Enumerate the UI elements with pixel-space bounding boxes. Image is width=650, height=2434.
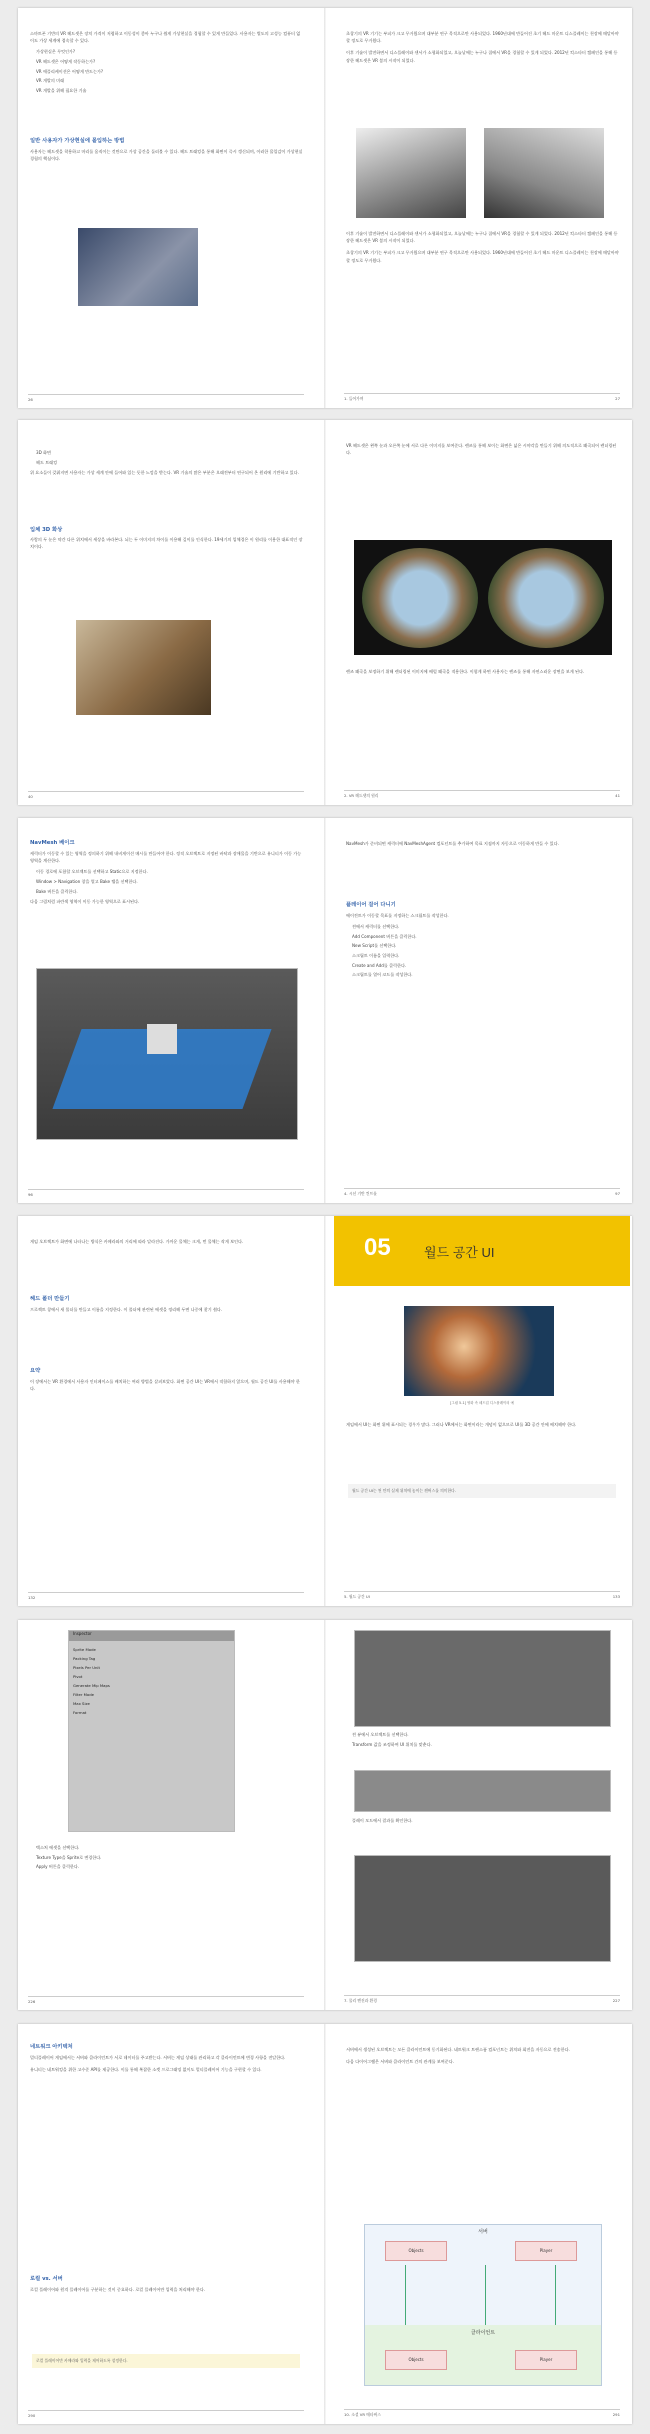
page-left [18, 818, 314, 1203]
page-left [18, 8, 314, 408]
page-footer [28, 394, 304, 402]
historic-hmd-photo [356, 128, 466, 218]
inspector-row: Pixels Per Unit [73, 1665, 100, 1670]
section-heading: 헤드 폴더 만들기 [30, 1296, 70, 1302]
page-footer [28, 1592, 304, 1600]
paragraph: 사람의 두 눈은 약간 다른 위치에서 세상을 바라본다. 뇌는 두 이미지의 차이를 이용해 깊이를 인식한다. 19세기의 입체경은 이 원리를 이용한 대표적인 장치이다. [30, 537, 303, 550]
page-footer [28, 1996, 304, 2004]
diagram-box: Player [515, 2350, 577, 2370]
page-right [334, 2024, 630, 2424]
paragraph: 서버에서 생성된 오브젝트는 모든 클라이언트에 동기화된다. 네트워크 트랜스폼 컴포넌트는 위치와 회전을 자동으로 전송한다. [346, 2047, 570, 2052]
step-item: Window > Navigation 창을 열고 Bake 탭을 선택한다. [36, 879, 138, 884]
page-spread-5 [18, 1620, 632, 2010]
panel-title: Inspector [69, 1631, 234, 1641]
bullet-item: VR 애플리케이션은 어떻게 만드는가? [36, 68, 104, 74]
page-footer [28, 1189, 304, 1197]
paragraph: 캐릭터가 이동할 수 있는 영역을 정의하기 위해 내비게이션 메시를 만들어야 한다. 정적 오브젝트로 지정된 바닥과 장애물을 기반으로 유니티가 이동 가능 영역을 계산한다. [30, 851, 302, 864]
paragraph: 로컬 플레이어와 원격 플레이어를 구분하는 것이 중요하다. 로컬 플레이어만 입력을 처리해야 한다. [30, 2287, 206, 2292]
section-heading: 로컬 vs. 서버 [30, 2276, 63, 2282]
vr-headset-photo [78, 228, 198, 306]
inspector-row: Pivot [73, 1674, 83, 1679]
page-spread-4 [18, 1216, 632, 1606]
bullet-item: VR 헤드셋은 어떻게 작동하는가? [36, 59, 96, 64]
unity-toolbar-screenshot [354, 1770, 611, 1812]
section-heading: 입체 3D 화상 [30, 527, 63, 533]
inspector-row: Format [73, 1710, 87, 1715]
unity-scene-screenshot [354, 1855, 611, 1962]
page-spread-3 [18, 818, 632, 1203]
diagram-box: Objects [385, 2350, 447, 2370]
paragraph: 이후 기술이 발전하면서 디스플레이와 센서가 소형화되었고, 오늘날에는 누구나 집에서 VR을 경험할 수 있게 되었다. 2012년 킥스타터 캠페인을 통해 등장한 헤드셋은 VR 붐의 시작이 되었다. [346, 50, 618, 63]
chapter-number: 05 [364, 1234, 391, 1261]
paragraph: 게임 오브젝트가 화면에 나타나는 방식은 카메라와의 거리에 따라 달라진다. 가까운 물체는 크게, 먼 물체는 작게 보인다. [30, 1239, 244, 1244]
step-item: Apply 버튼을 클릭한다. [36, 1864, 80, 1870]
paragraph: 유니티는 네트워킹을 위한 고수준 API를 제공한다. 이를 통해 복잡한 소켓 프로그래밍 없이도 멀티플레이어 기능을 구현할 수 있다. [30, 2067, 262, 2073]
network-diagram [364, 2224, 602, 2386]
page-spread-1 [18, 8, 632, 408]
bullet-item: 3D 화면 [36, 450, 51, 455]
paragraph: 렌즈 왜곡을 보정하기 위해 렌더링된 이미지에 배럴 왜곡을 적용한다. 이렇게 하면 사용자는 렌즈를 통해 자연스러운 장면을 보게 된다. [346, 669, 585, 674]
stereoscope-photo [76, 620, 211, 715]
page-number: 97 [615, 1191, 620, 1196]
page-number: 26 [28, 397, 33, 402]
step-item: 씬 뷰에서 오브젝트를 선택한다. [352, 1732, 409, 1737]
page-spread-6 [18, 2024, 632, 2424]
page-footer [344, 393, 620, 402]
page-number: 27 [615, 396, 620, 401]
bullet-item: 가상현실은 무엇인가? [36, 49, 76, 55]
paragraph: 이후 기술이 발전하면서 디스플레이와 센서가 소형화되었고, 오늘날에는 누구나 집에서 VR을 경험할 수 있게 되었다. 2012년 킥스타터 캠페인을 통해 등장한 헤드셋은 VR 붐의 시작이 되었다. [346, 231, 618, 244]
step-item: Transform 값을 조정하여 UI 위치를 맞춘다. [352, 1741, 432, 1747]
page-right [334, 1216, 630, 1606]
paragraph: 다음 다이어그램은 서버와 클라이언트 간의 관계를 보여준다. [346, 2059, 454, 2065]
chapter-banner [334, 1216, 630, 1286]
inspector-row: Generate Mip Maps [73, 1683, 110, 1688]
page-number: 40 [28, 794, 33, 799]
paragraph: 사용자는 헤드셋을 착용하고 머리를 움직이는 것만으로 가상 공간을 둘러볼 수 있다. 헤드 트래킹을 통해 화면이 즉시 갱신되며, 이러한 몰입감이 가상현실 경험의 핵심이다. [30, 149, 303, 162]
historic-hmd-photo [484, 128, 604, 218]
step-item: 이동 경로에 포함할 오브젝트를 선택하고 Static으로 지정한다. [36, 869, 148, 875]
page-number: 132 [28, 1595, 36, 1600]
step-item: New Script를 선택한다. [352, 943, 397, 949]
page-number: 96 [28, 1192, 33, 1197]
bullet-item: VR 개발의 미래 [36, 78, 65, 84]
page-number: 41 [615, 793, 620, 798]
running-title: 4. 시선 기반 컨트롤 [344, 1191, 377, 1196]
page-left [18, 2024, 314, 2424]
step-item: Bake 버튼을 클릭한다. [36, 888, 78, 894]
diagram-box: Objects [385, 2241, 447, 2261]
page-left [18, 1620, 314, 2010]
running-title: 10. 소셜 VR 메타버스 [344, 2412, 381, 2417]
bullet-item: 헤드 트래킹 [36, 459, 58, 465]
page-footer [344, 790, 620, 799]
inspector-row: Filter Mode [73, 1692, 94, 1697]
page-number: 133 [612, 1594, 620, 1599]
paragraph: 이 장에서는 VR 환경에서 사용자 인터페이스를 배치하는 여러 방법을 살펴보았다. 화면 공간 UI는 VR에서 적합하지 않으며, 월드 공간 UI를 사용해야 한다. [30, 1379, 300, 1392]
figure-caption: [그림 5-1] 영화 속 헤드업 디스플레이의 예 [450, 1401, 514, 1405]
step-item: Texture Type을 Sprite로 변경한다. [36, 1854, 102, 1860]
paragraph: 초창기의 VR 기기는 부피가 크고 무거웠으며 대부분 연구 목적으로만 사용되었다. 1960년대에 만들어진 초기 헤드 마운트 디스플레이는 천장에 매달아야 할 정도로 무거웠다. [346, 31, 619, 44]
section-heading: 네트워크 아키텍처 [30, 2044, 73, 2050]
paragraph: 초창기의 VR 기기는 부피가 크고 무거웠으며 대부분 연구 목적으로만 사용되었다. 1960년대에 만들어진 초기 헤드 마운트 디스플레이는 천장에 매달아야 할 정도로 무거웠다. [346, 250, 619, 263]
running-title: 1. 들어가며 [344, 396, 364, 401]
inspector-row: Packing Tag [73, 1656, 96, 1661]
bullet-item: VR 개발을 위해 필요한 기술 [36, 87, 87, 93]
unity-navmesh-screenshot [36, 968, 298, 1140]
page-footer [344, 1591, 620, 1600]
section-heading: NavMesh 베이크 [30, 840, 75, 846]
page-right [334, 420, 630, 805]
diagram-box: Player [515, 2241, 577, 2261]
page-number: 226 [28, 1999, 36, 2004]
paragraph: 프로젝트 창에서 새 폴더를 만들고 이름을 지정한다. 이 폴더에 관련된 에셋을 정리해 두면 나중에 찾기 쉽다. [30, 1307, 223, 1312]
chapter-title: 월드 공간 UI [424, 1245, 495, 1260]
section-heading: 플레이어 걸어 다니기 [346, 902, 396, 908]
running-title: 2. VR 헤드셋의 원리 [344, 793, 379, 798]
page-footer [344, 1995, 620, 2004]
paragraph: 멀티플레이어 게임에서는 서버와 클라이언트가 서로 데이터를 주고받는다. 서버는 게임 상태를 관리하고 각 클라이언트에 변경 사항을 전달한다. [30, 2055, 286, 2060]
page-right [334, 818, 630, 1203]
page-number: 290 [28, 2413, 36, 2418]
section-heading: 일반 사용자가 가상현실에 몰입하는 방법 [30, 138, 125, 144]
page-left [18, 1216, 314, 1606]
paragraph: VR 헤드셋은 왼쪽 눈과 오른쪽 눈에 서로 다른 이미지를 보여준다. 렌즈를 통해 보이는 화면은 넓은 시야각을 만들기 위해 의도적으로 왜곡되어 렌더링된다. [346, 443, 617, 456]
step-item: 플레이 모드에서 결과를 확인한다. [352, 1818, 413, 1823]
step-item: Create and Add를 클릭한다. [352, 962, 407, 968]
stereo-lens-view-image [354, 540, 612, 655]
step-item: 씬에서 캐릭터를 선택한다. [352, 924, 400, 930]
paragraph: 에이전트가 이동할 목표를 지정하는 스크립트를 작성한다. [346, 913, 449, 918]
unity-scene-screenshot [354, 1630, 611, 1727]
unity-inspector-screenshot [68, 1630, 235, 1832]
step-item: Add Component 버튼을 클릭한다. [352, 933, 417, 939]
step-item: 스크립트를 열어 코드를 작성한다. [352, 972, 413, 978]
paragraph: 다음 그림처럼 파란색 영역이 이동 가능한 영역으로 표시된다. [30, 899, 140, 905]
inspector-row: Sprite Mode [73, 1647, 96, 1652]
inspector-row: Max Size [73, 1701, 90, 1706]
page-footer [28, 791, 304, 799]
paragraph: 스마트폰 기반의 VR 헤드셋은 장치 가격이 저렴하고 이동성이 좋아 누구나 쉽게 가상현실을 경험할 수 있게 만들었다. 사용자는 별도의 고성능 컴퓨터 없이도 가상 세계에 접속할 수 있다. [30, 31, 301, 44]
step-item: 텍스처 에셋을 선택한다. [36, 1845, 80, 1850]
server-label: 서버 [478, 2229, 488, 2235]
client-label: 클라이언트 [470, 2330, 496, 2336]
step-item: 스크립트 이름을 입력한다. [352, 952, 400, 958]
page-footer [344, 1188, 620, 1197]
page-right [334, 1620, 630, 2010]
page-number: 291 [612, 2412, 620, 2417]
film-hud-photo [404, 1306, 554, 1396]
section-heading: 요약 [30, 1368, 41, 1374]
note-box: 로컬 플레이어만 카메라와 입력을 제어하도록 설정한다. [32, 2354, 300, 2368]
page-footer [344, 2409, 620, 2418]
page-left [18, 420, 314, 805]
running-title: 5. 월드 공간 UI [344, 1594, 370, 1599]
page-right [334, 8, 630, 408]
paragraph: 위 요소들이 갖춰지면 사용자는 가상 세계 안에 들어와 있는 듯한 느낌을 받는다. VR 기술의 많은 부분은 오래전부터 연구되어 온 원리에 기반하고 있다. [30, 470, 299, 476]
page-number: 227 [612, 1998, 620, 2003]
page-footer [28, 2410, 304, 2418]
running-title: 7. 물리 엔진과 환경 [344, 1998, 377, 2003]
note-box: 월드 공간 UI는 씬 안의 실제 위치에 놓이는 캔버스를 의미한다. [348, 1484, 616, 1498]
paragraph: 게임에서 UI는 화면 위에 표시되는 경우가 많다. 그러나 VR에서는 화면이라는 개념이 없으므로 UI를 3D 공간 안에 배치해야 한다. [346, 1422, 577, 1427]
paragraph: NavMesh가 준비되면 캐릭터에 NavMeshAgent 컴포넌트를 추가하여 목표 지점까지 자동으로 이동하게 만들 수 있다. [346, 841, 559, 846]
page-spread-2 [18, 420, 632, 805]
